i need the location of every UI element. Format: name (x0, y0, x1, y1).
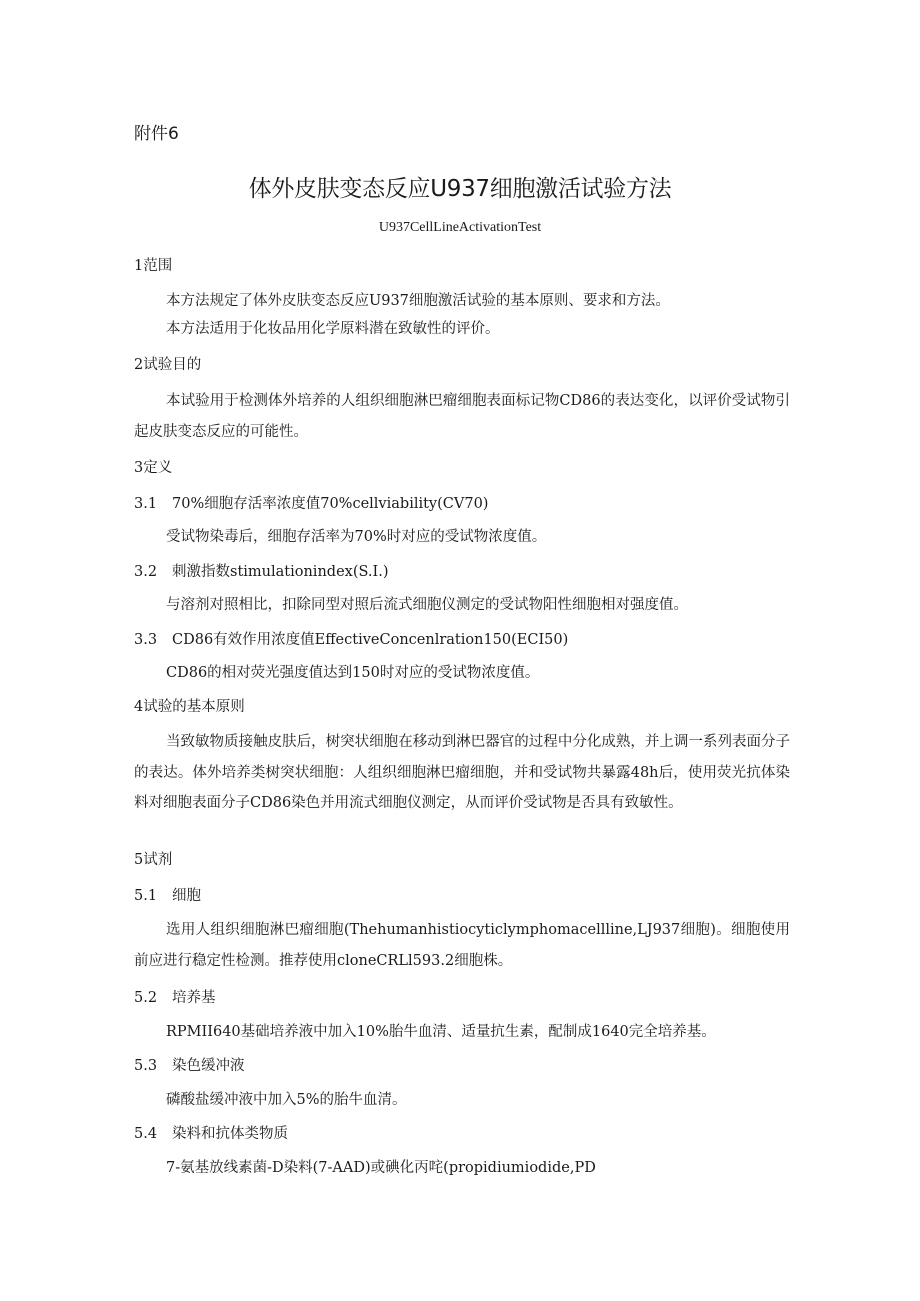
section-3-heading: 3定义 (134, 460, 173, 476)
definition-3-2-text: 与溶剂对照相比，扣除同型对照后流式细胞仪测定的受试物阳性细胞相对强度值。 (166, 597, 688, 613)
reagent-5-2-heading (134, 988, 216, 1008)
section-4-paragraph: 当致敏物质接触皮肤后，树突状细胞在移动到淋巴器官的过程中分化成熟，并上调一系列表面分子的表达。体外培养类树突状细胞：人组织细胞淋巴瘤细胞，并和受试物共暴露48h后，使用荧光抗体染料对细胞表面分子CD86染色并用流式细胞仪测定，从而评价受试物是否具有致敏性。 (134, 734, 790, 811)
definition-3-1-title: 70%细胞存活率浓度值70%cellviability(CV70) (172, 496, 489, 512)
definition-3-1-heading (134, 494, 488, 514)
section-1-paragraph-2: 本方法适用于化妆品用化学原料潜在致敏性的评价。 (166, 321, 500, 337)
definition-3-2-heading (134, 562, 389, 582)
definition-3-3-title: CD86有效作用浓度值EffectiveConcenlration150(ECI50) (172, 632, 569, 648)
document-subtitle: U937CellLineActivationTest (378, 220, 542, 235)
reagent-5-3-number: 5.3 (134, 1058, 158, 1074)
definition-3-1-number: 3.1 (134, 496, 158, 512)
definition-3-2-title: 刺激指数stimulationindex(S.I.) (172, 564, 389, 580)
reagent-5-2-title: 培养基 (172, 990, 216, 1006)
definition-3-3-heading (134, 630, 568, 650)
definition-3-3-number: 3.3 (134, 632, 158, 648)
reagent-5-3-text: 磷酸盐缓冲液中加入5%的胎牛血清。 (166, 1092, 407, 1108)
section-1-heading: 1范围 (134, 258, 173, 274)
reagent-5-4-text: 7-氨基放线素菌-D染料(7-AAD)或碘化丙咤(propidiumiodide,PD (166, 1160, 596, 1176)
reagent-5-1-number: 5.1 (134, 888, 158, 904)
section-1-paragraph-1: 本方法规定了体外皮肤变态反应U937细胞激活试验的基本原则、要求和方法。 (166, 293, 670, 309)
reagent-5-2-number: 5.2 (134, 990, 158, 1006)
section-5-heading: 5试剂 (134, 852, 173, 868)
definition-3-3-text: CD86的相对荧光强度值达到150时对应的受试物浓度值。 (166, 665, 540, 681)
document-title: 体外皮肤变态反应U937细胞激活试验方法 (248, 176, 672, 202)
attachment-label: 附件6 (134, 124, 179, 144)
reagent-5-1-heading (134, 886, 201, 906)
reagent-5-3-title: 染色缓冲液 (172, 1058, 245, 1074)
definition-3-1-text: 受试物染毒后，细胞存活率为70%时对应的受试物浓度值。 (166, 529, 547, 545)
reagent-5-2-text: RPMII640基础培养液中加入10%胎牛血清、适量抗生素，配制成1640完全培养基。 (166, 1024, 716, 1040)
section-2-heading: 2试验目的 (134, 357, 202, 373)
reagent-5-1-title: 细胞 (172, 888, 201, 904)
reagent-5-1-text: 选用人组织细胞淋巴瘤细胞(Thehumanhistiocyticlymphomacellline,LJ937细胞)。细胞使用前应进行稳定性检测。推荐使用cloneCRLl593.2细胞株。 (134, 922, 790, 969)
reagent-5-4-heading (134, 1124, 288, 1144)
reagent-5-3-heading (134, 1056, 245, 1076)
section-2-paragraph: 本试验用于检测体外培养的人组织细胞淋巴瘤细胞表面标记物CD86的表达变化，以评价受试物引起皮肤变态反应的可能性。 (134, 393, 790, 440)
reagent-5-4-title: 染料和抗体类物质 (172, 1126, 288, 1142)
reagent-5-4-number: 5.4 (134, 1126, 158, 1142)
section-4-heading: 4试验的基本原则 (134, 699, 245, 715)
definition-3-2-number: 3.2 (134, 564, 158, 580)
